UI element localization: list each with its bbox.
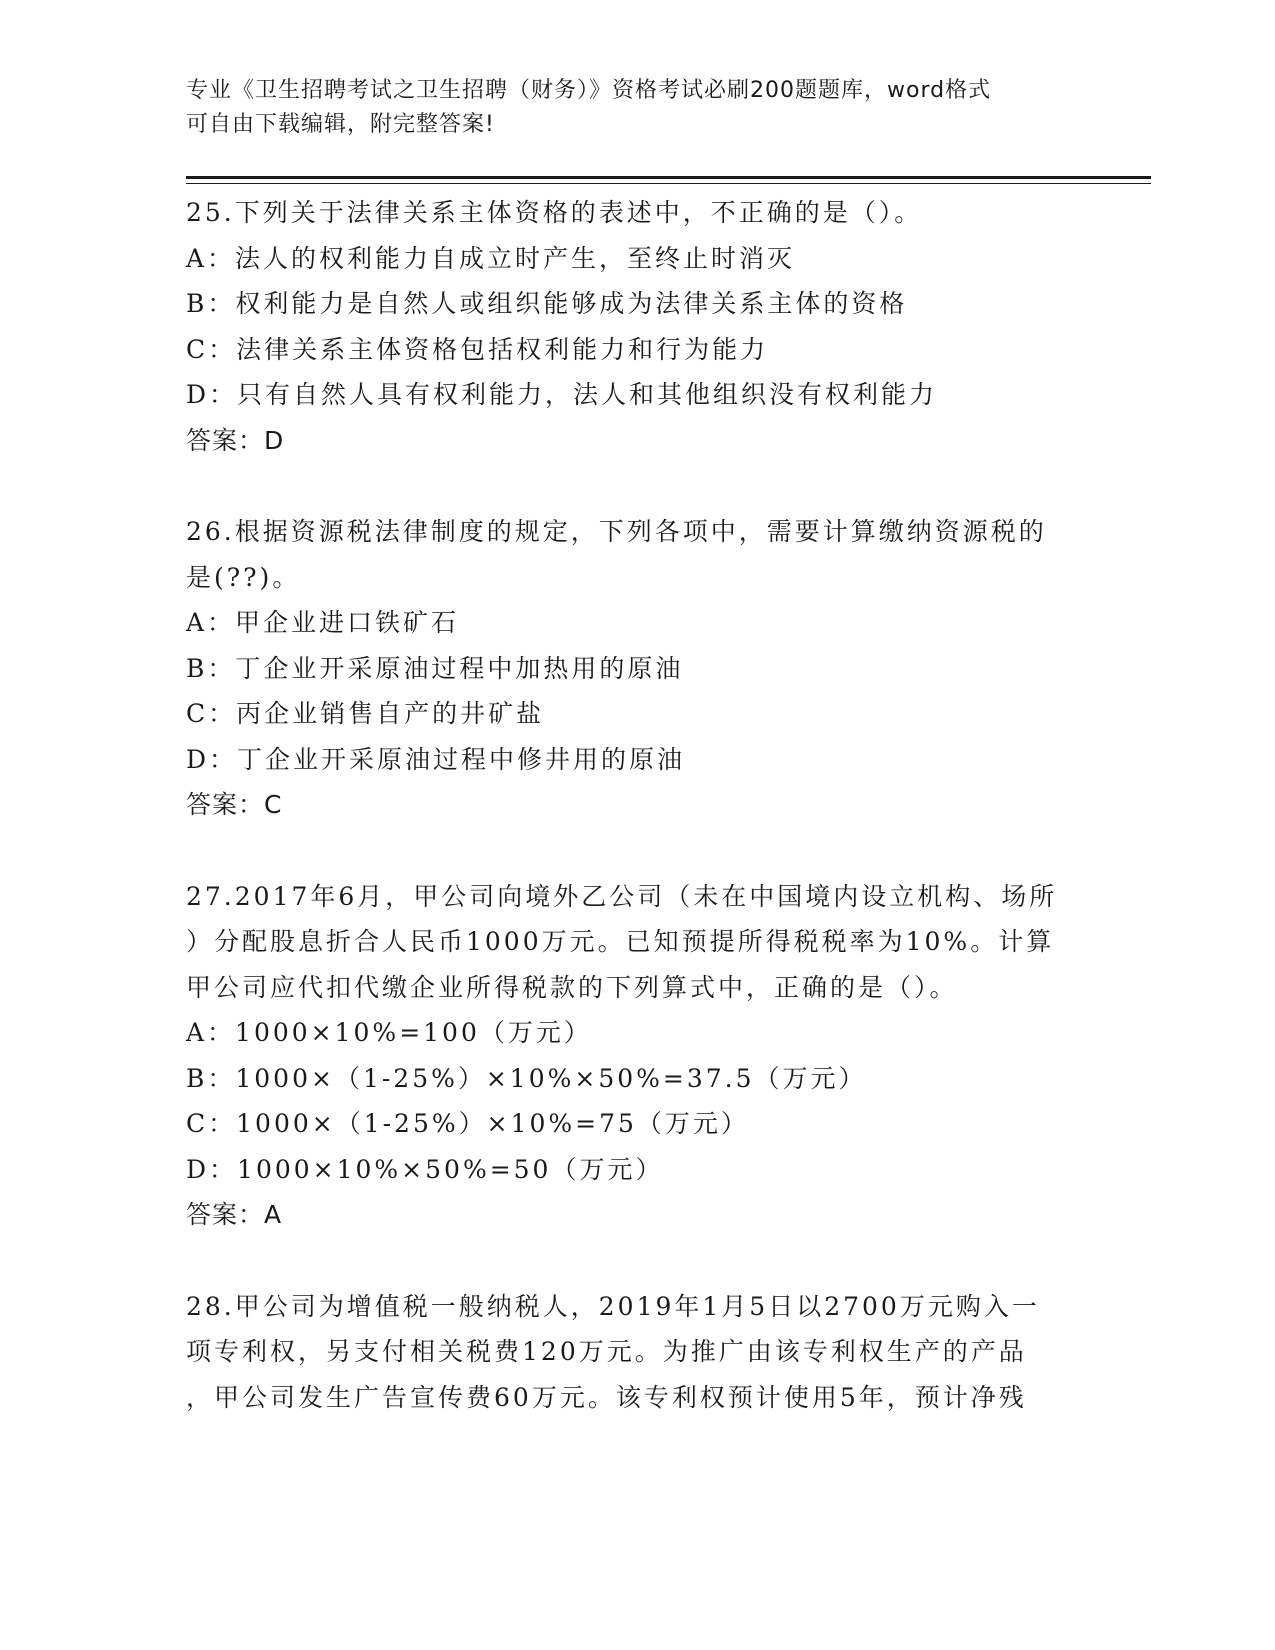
question-25 — [186, 190, 1086, 463]
question-stem: 28.甲公司为增值税一般纳税人，2019年1月5日以2700万元购入一 — [186, 1291, 1040, 1321]
question-list — [186, 190, 1086, 1420]
question-26 — [186, 509, 1086, 828]
question-28 — [186, 1284, 1086, 1421]
question-stem: 甲公司应代扣代缴企业所得税款的下列算式中，正确的是（）。 — [186, 972, 958, 1002]
question-27 — [186, 874, 1086, 1238]
option-b: B：权利能力是自然人或组织能够成为法律关系主体的资格 — [186, 289, 908, 318]
question-stem: ，甲公司发生广告宣传费60万元。该专利权预计使用5年，预计净残 — [186, 1382, 1027, 1412]
option-c: C：1000×（1-25%）×10%=75（万元） — [186, 1109, 749, 1138]
question-stem: 26.根据资源税法律制度的规定，下列各项中，需要计算缴纳资源税的 — [186, 517, 1047, 546]
header-line: 可自由下载编辑，附完整答案! — [186, 112, 495, 137]
option-a: A：甲企业进口铁矿石 — [186, 608, 460, 637]
option-c: C：丙企业销售自产的井矿盐 — [186, 699, 545, 728]
option-c: C：法律关系主体资格包括权利能力和行为能力 — [186, 334, 769, 364]
header-divider-thick — [186, 176, 1151, 179]
option-a: A：1000×10%=100（万元） — [186, 1018, 592, 1047]
document-header — [186, 74, 1086, 142]
question-stem: 27.2017年6月，甲公司向境外乙公司（未在中国境内设立机构、场所 — [186, 881, 1058, 911]
option-d: D：丁企业开采原油过程中修井用的原油 — [186, 744, 686, 774]
answer: 答案：C — [186, 790, 283, 819]
question-stem: ）分配股息折合人民币1000万元。已知预提所得税税率为10%。计算 — [186, 927, 1055, 956]
option-a: A：法人的权利能力自成立时产生，至终止时消灭 — [186, 243, 796, 273]
answer: 答案：A — [186, 1200, 283, 1229]
answer: 答案：D — [186, 425, 285, 455]
header-divider-thin — [186, 183, 1151, 184]
header-line: 专业《卫生招聘考试之卫生招聘（财务）》资格考试必刷200题题库，word格式 — [186, 78, 992, 103]
question-stem: 25.下列关于法律关系主体资格的表述中，不正确的是（）。 — [186, 198, 923, 227]
question-stem: 是(??)。 — [186, 562, 301, 592]
option-b: B：1000×（1-25%）×10%×50%=37.5（万元） — [186, 1063, 867, 1093]
option-d: D：只有自然人具有权利能力，法人和其他组织没有权利能力 — [186, 380, 938, 409]
option-b: B：丁企业开采原油过程中加热用的原油 — [186, 653, 684, 683]
question-stem: 项专利权，另支付相关税费120万元。为推广由该专利权生产的产品 — [186, 1337, 1027, 1366]
option-d: D：1000×10%×50%=50（万元） — [186, 1154, 664, 1184]
